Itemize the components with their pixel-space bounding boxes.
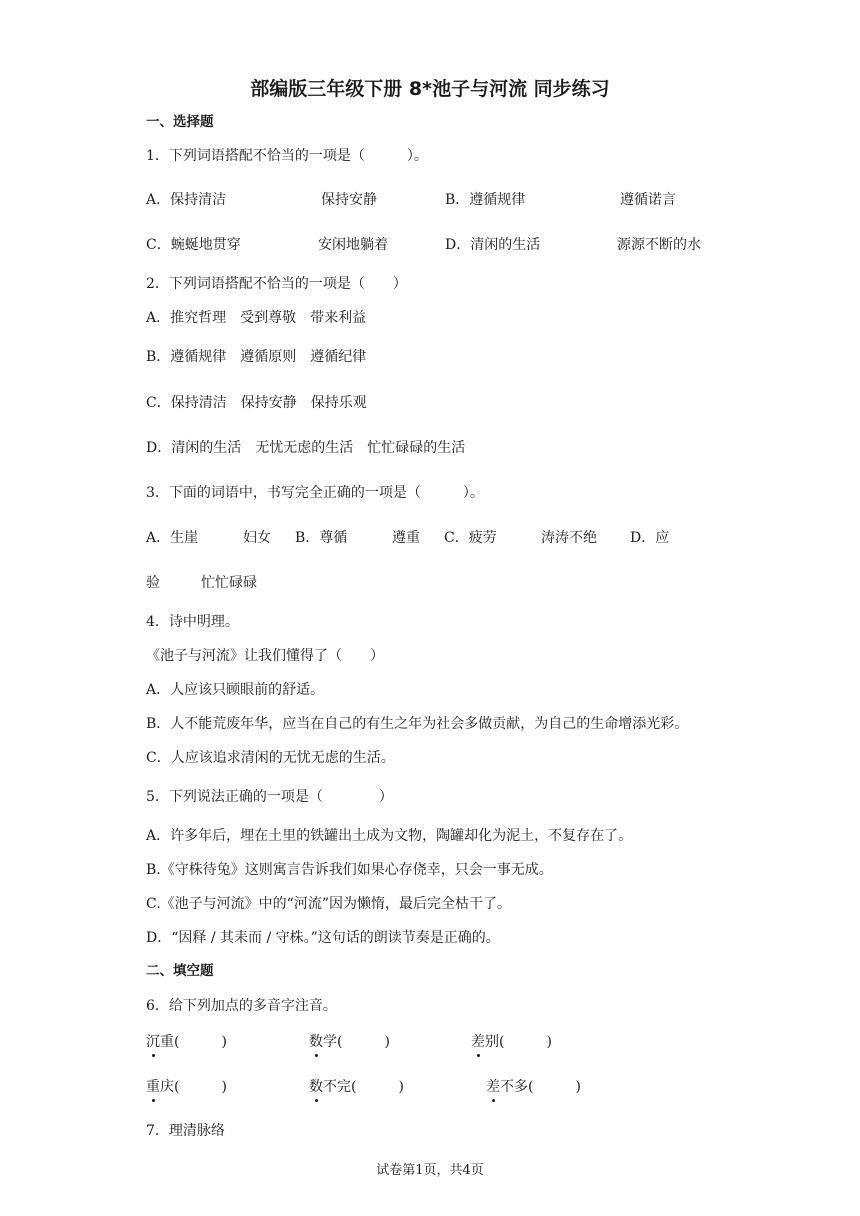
word-rest: 不多( ) bbox=[500, 1079, 581, 1095]
q4-option-b: B．人不能荒废年华，应当在自己的有生之年为社会多做贡献，为自己的生命增添光彩。 bbox=[146, 716, 689, 732]
word-rest: 不完( ) bbox=[323, 1079, 404, 1095]
section-heading-choice: 一、选择题 bbox=[146, 114, 214, 130]
q1-option-a-part2: 保持安静 bbox=[321, 192, 377, 208]
q6-word-5 bbox=[309, 1077, 404, 1097]
q5-option-a: A．许多年后，埋在土里的铁罐出土成为文物，陶罐却化为泥土，不复存在了。 bbox=[146, 828, 633, 844]
q3-option-c-part2: 涛涛不绝 bbox=[541, 530, 597, 546]
q5-option-d: D．“因释 / 其耒而 / 守株。”这句话的朗读节奏是正确的。 bbox=[146, 930, 500, 946]
q3-option-d-part1: D．应 bbox=[630, 530, 670, 546]
q5-option-c: C.《池子与河流》中的“河流”因为懒惰，最后完全枯干了。 bbox=[146, 896, 511, 912]
q1-option-b-part1: B．遵循规律 bbox=[445, 192, 526, 208]
q1-option-d-part2: 源源不断的水 bbox=[617, 237, 701, 253]
dotted-char: 差 bbox=[471, 1034, 485, 1050]
page-footer: 试卷第1页，共4页 bbox=[376, 1163, 484, 1178]
q6-word-3 bbox=[471, 1032, 552, 1052]
q6-word-4 bbox=[146, 1077, 227, 1097]
question-7-stem: 7．理清脉络 bbox=[146, 1123, 225, 1139]
section-heading-fill: 二、填空题 bbox=[146, 963, 214, 979]
question-4-subprompt: 《池子与河流》让我们懂得了（ ） bbox=[146, 648, 384, 664]
q3-option-d-part1-continued: 验 bbox=[146, 575, 160, 591]
q2-option-d: D．清闲的生活 无忧无虑的生活 忙忙碌碌的生活 bbox=[146, 440, 466, 456]
q1-option-a-part1: A．保持清洁 bbox=[146, 192, 227, 208]
q4-option-a: A．人应该只顾眼前的舒适。 bbox=[146, 682, 325, 698]
page-title: 部编版三年级下册 8*池子与河流 同步练习 bbox=[250, 78, 610, 100]
question-6-stem: 6．给下列加点的多音字注音。 bbox=[146, 998, 337, 1014]
q2-option-a: A．推究哲理 受到尊敬 带来利益 bbox=[146, 310, 367, 326]
q3-option-b-part1: B．尊循 bbox=[295, 530, 348, 546]
q3-option-a-part1: A．生崖 bbox=[146, 530, 199, 546]
question-2-stem: 2．下列词语搭配不恰当的一项是（ ） bbox=[146, 276, 407, 292]
q5-option-b: B.《守株待兔》这则寓言告诉我们如果心存侥幸，只会一事无成。 bbox=[146, 862, 553, 878]
dotted-char: 沉 bbox=[146, 1034, 160, 1050]
word-rest: 庆( ) bbox=[160, 1079, 227, 1095]
question-4-stem: 4．诗中明理。 bbox=[146, 614, 239, 630]
word-rest: 别( ) bbox=[485, 1034, 552, 1050]
word-rest: 重( ) bbox=[160, 1034, 227, 1050]
question-3-stem: 3．下面的词语中，书写完全正确的一项是（ ）。 bbox=[146, 485, 484, 501]
q3-option-d-part2: 忙忙碌碌 bbox=[201, 575, 257, 591]
dotted-char: 数 bbox=[309, 1034, 323, 1050]
q3-option-b-part2: 遵重 bbox=[392, 530, 420, 546]
question-5-stem: 5．下列说法正确的一项是（ ） bbox=[146, 789, 393, 805]
q1-option-c-part2: 安闲地躺着 bbox=[318, 237, 388, 253]
q6-word-6 bbox=[486, 1077, 581, 1097]
q1-option-d-part1: D．清闲的生活 bbox=[445, 237, 541, 253]
dotted-char: 数 bbox=[309, 1079, 323, 1095]
q3-option-a-part2: 妇女 bbox=[243, 530, 271, 546]
word-rest: 学( ) bbox=[323, 1034, 390, 1050]
q3-option-c-part1: C．疲劳 bbox=[444, 530, 497, 546]
q2-option-c: C．保持清洁 保持安静 保持乐观 bbox=[146, 395, 367, 411]
q1-option-c-part1: C．蜿蜒地贯穿 bbox=[146, 237, 241, 253]
q2-option-b: B．遵循规律 遵循原则 遵循纪律 bbox=[146, 349, 367, 365]
q4-option-c: C．人应该追求清闲的无忧无虑的生活。 bbox=[146, 750, 395, 766]
question-1-stem: 1．下列词语搭配不恰当的一项是（ ）。 bbox=[146, 148, 428, 164]
q6-word-1 bbox=[146, 1032, 227, 1052]
dotted-char: 差 bbox=[486, 1079, 500, 1095]
q1-option-b-part2: 遵循诺言 bbox=[620, 192, 676, 208]
dotted-char: 重 bbox=[146, 1079, 160, 1095]
q6-word-2 bbox=[309, 1032, 390, 1052]
